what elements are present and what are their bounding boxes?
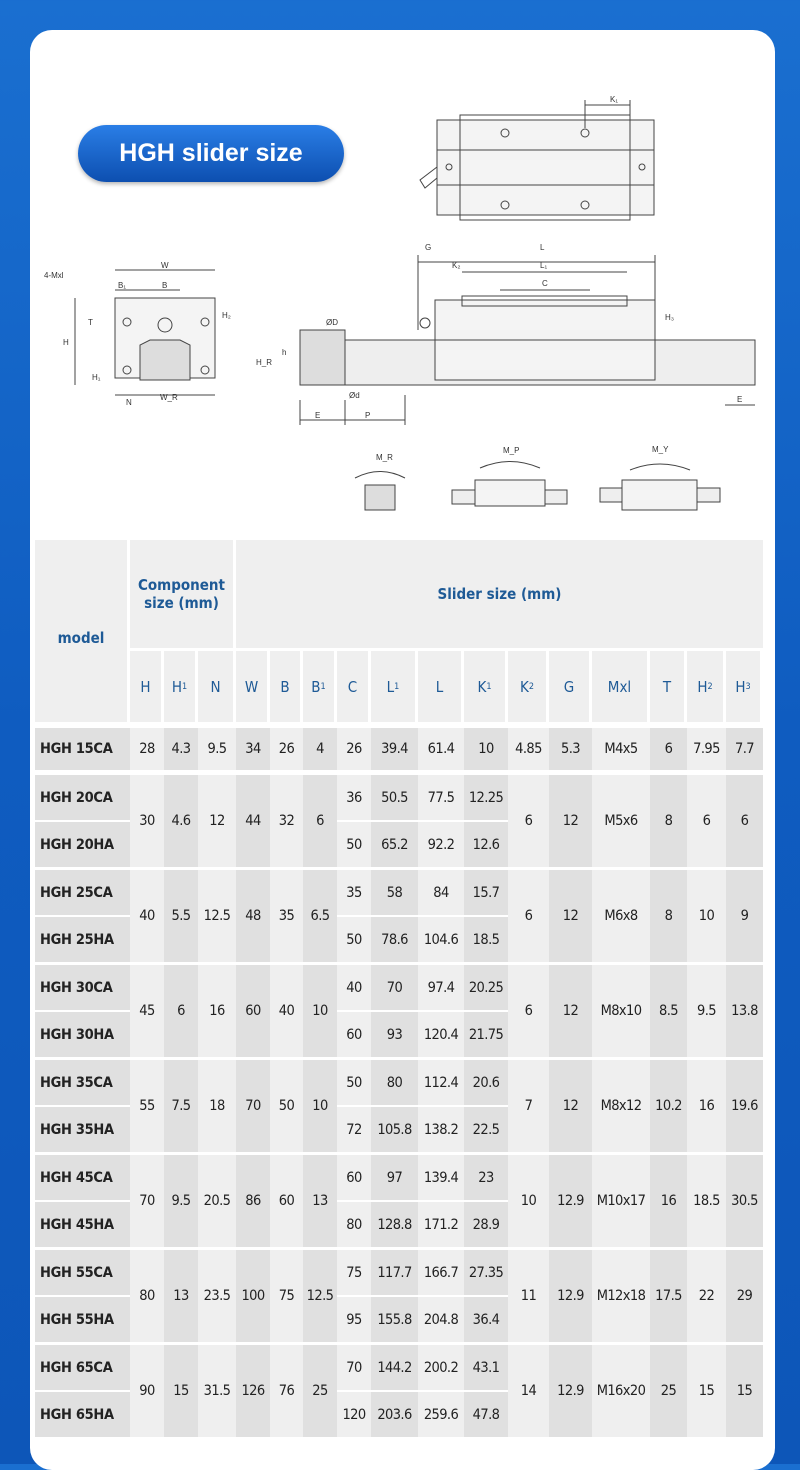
column-header-N: N: [198, 651, 233, 722]
value-cell: 97.4: [418, 965, 464, 1010]
label-C: C: [542, 279, 548, 288]
value-cell: 171.2: [418, 1202, 464, 1247]
value-cell: 203.6: [371, 1392, 418, 1437]
value-cell: 20.5: [198, 1155, 236, 1247]
value-cell: 34: [236, 728, 270, 770]
value-cell: 8: [650, 775, 687, 867]
value-cell: 12.5: [198, 870, 236, 962]
value-cell: 16: [687, 1060, 726, 1152]
value-cell: 12: [549, 775, 592, 867]
value-cell: 36: [337, 775, 371, 820]
value-cell: 16: [650, 1155, 687, 1247]
column-header-H3: H 3: [726, 651, 760, 722]
label-H: H: [63, 338, 69, 347]
value-cell: 4.85: [508, 728, 549, 770]
value-cell: 6: [726, 775, 763, 867]
value-cell: 166.7: [418, 1250, 464, 1295]
value-cell: 6: [508, 870, 549, 962]
value-cell: M10x17: [592, 1155, 650, 1247]
value-cell: 7.5: [164, 1060, 198, 1152]
value-cell: 15.7: [464, 870, 508, 915]
model-cell: HGH 15CA: [35, 728, 130, 770]
value-cell: 12.9: [549, 1155, 592, 1247]
value-cell: 50: [270, 1060, 303, 1152]
value-cell: 7.95: [687, 728, 726, 770]
label-E: E: [315, 411, 321, 420]
value-cell: 84: [418, 870, 464, 915]
value-cell: 126: [236, 1345, 270, 1437]
value-cell: 80: [130, 1250, 164, 1342]
column-header-H: H: [130, 651, 161, 722]
value-cell: 11: [508, 1250, 549, 1342]
value-cell: 12: [549, 965, 592, 1057]
model-cell: HGH 20HA: [35, 822, 130, 867]
value-cell: 6: [164, 965, 198, 1057]
value-cell: 128.8: [371, 1202, 418, 1247]
label-L: L: [540, 243, 545, 252]
value-cell: 9.5: [164, 1155, 198, 1247]
column-header-T: T: [650, 651, 684, 722]
value-cell: 70: [337, 1345, 371, 1390]
value-cell: 13: [164, 1250, 198, 1342]
value-cell: 65.2: [371, 822, 418, 867]
value-cell: 40: [337, 965, 371, 1010]
value-cell: 12.9: [549, 1345, 592, 1437]
model-cell: HGH 30HA: [35, 1012, 130, 1057]
value-cell: 5.5: [164, 870, 198, 962]
value-cell: 23: [464, 1155, 508, 1200]
value-cell: 35: [270, 870, 303, 962]
value-cell: 28.9: [464, 1202, 508, 1247]
value-cell: 43.1: [464, 1345, 508, 1390]
column-header-W: W: [236, 651, 267, 722]
column-header-K2: K 2: [508, 651, 546, 722]
column-header-H1: H 1: [164, 651, 195, 722]
value-cell: 75: [270, 1250, 303, 1342]
value-cell: 30.5: [726, 1155, 763, 1247]
value-cell: 12.6: [464, 822, 508, 867]
value-cell: 12: [549, 1060, 592, 1152]
value-cell: 45: [130, 965, 164, 1057]
value-cell: 27.35: [464, 1250, 508, 1295]
label-L1: L₁: [540, 261, 548, 270]
value-cell: 10: [508, 1155, 549, 1247]
label-B1: B₁: [118, 281, 127, 290]
value-cell: 4: [303, 728, 337, 770]
value-cell: 7: [508, 1060, 549, 1152]
value-cell: 23.5: [198, 1250, 236, 1342]
value-cell: 72: [337, 1107, 371, 1152]
value-cell: 29: [726, 1250, 763, 1342]
label-N: N: [126, 398, 132, 407]
model-cell: HGH 65HA: [35, 1392, 130, 1437]
model-cell: HGH 35HA: [35, 1107, 130, 1152]
value-cell: 97: [371, 1155, 418, 1200]
value-cell: 6: [687, 775, 726, 867]
value-cell: 55: [130, 1060, 164, 1152]
value-cell: 6: [508, 775, 549, 867]
value-cell: 6: [650, 728, 687, 770]
value-cell: 60: [337, 1012, 371, 1057]
value-cell: 40: [130, 870, 164, 962]
value-cell: 12.9: [549, 1250, 592, 1342]
label-K2: K₂: [452, 261, 461, 270]
value-cell: 70: [130, 1155, 164, 1247]
value-cell: 86: [236, 1155, 270, 1247]
value-cell: 60: [236, 965, 270, 1057]
column-header-B: B: [270, 651, 300, 722]
value-cell: 95: [337, 1297, 371, 1342]
value-cell: 30: [130, 775, 164, 867]
model-cell: HGH 20CA: [35, 775, 130, 820]
value-cell: M5x6: [592, 775, 650, 867]
value-cell: 90: [130, 1345, 164, 1437]
value-cell: 75: [337, 1250, 371, 1295]
value-cell: 7.7: [726, 728, 763, 770]
component-size-header: Component size (mm): [130, 540, 233, 648]
value-cell: 17.5: [650, 1250, 687, 1342]
value-cell: 9.5: [198, 728, 236, 770]
value-cell: 36.4: [464, 1297, 508, 1342]
value-cell: 77.5: [418, 775, 464, 820]
value-cell: 138.2: [418, 1107, 464, 1152]
label-h: h: [282, 348, 287, 357]
value-cell: 58: [371, 870, 418, 915]
value-cell: 120.4: [418, 1012, 464, 1057]
label-WR: W_R: [160, 393, 178, 402]
label-H2: H₂: [222, 311, 231, 320]
value-cell: 22.5: [464, 1107, 508, 1152]
model-cell: HGH 25HA: [35, 917, 130, 962]
value-cell: 10: [464, 728, 508, 770]
label-H1: H₁: [92, 373, 101, 382]
model-cell: HGH 45HA: [35, 1202, 130, 1247]
value-cell: 20.25: [464, 965, 508, 1010]
value-cell: 4.3: [164, 728, 198, 770]
label-mxl: 4-Mxl: [44, 271, 64, 280]
model-cell: HGH 25CA: [35, 870, 130, 915]
value-cell: 61.4: [418, 728, 464, 770]
value-cell: 92.2: [418, 822, 464, 867]
label-HR: H_R: [256, 358, 273, 367]
value-cell: 117.7: [371, 1250, 418, 1295]
value-cell: 14: [508, 1345, 549, 1437]
value-cell: 6: [303, 775, 337, 867]
value-cell: 44: [236, 775, 270, 867]
value-cell: 50: [337, 822, 371, 867]
value-cell: 19.6: [726, 1060, 763, 1152]
value-cell: 35: [337, 870, 371, 915]
value-cell: 200.2: [418, 1345, 464, 1390]
value-cell: 50: [337, 1060, 371, 1105]
label-MP: M_P: [503, 446, 520, 455]
label-MY: M_Y: [652, 445, 669, 454]
value-cell: 10.2: [650, 1060, 687, 1152]
value-cell: 15: [164, 1345, 198, 1437]
technical-drawing: [0, 0, 800, 530]
value-cell: 39.4: [371, 728, 418, 770]
slider-size-header: Slider size (mm): [236, 540, 763, 648]
value-cell: 120: [337, 1392, 371, 1437]
value-cell: 25: [650, 1345, 687, 1437]
value-cell: 48: [236, 870, 270, 962]
value-cell: 70: [236, 1060, 270, 1152]
value-cell: 22: [687, 1250, 726, 1342]
model-cell: HGH 45CA: [35, 1155, 130, 1200]
value-cell: 105.8: [371, 1107, 418, 1152]
value-cell: 5.3: [549, 728, 592, 770]
value-cell: 4.6: [164, 775, 198, 867]
value-cell: M12x18: [592, 1250, 650, 1342]
value-cell: 13.8: [726, 965, 763, 1057]
value-cell: 40: [270, 965, 303, 1057]
label-K1: K₁: [610, 95, 619, 104]
column-header-B1: B 1: [303, 651, 334, 722]
value-cell: 18: [198, 1060, 236, 1152]
label-E-right: E: [737, 395, 743, 404]
value-cell: 8.5: [650, 965, 687, 1057]
value-cell: 10: [687, 870, 726, 962]
model-header: model: [35, 540, 127, 722]
value-cell: 6.5: [303, 870, 337, 962]
model-cell: HGH 35CA: [35, 1060, 130, 1105]
value-cell: M6x8: [592, 870, 650, 962]
value-cell: 12: [549, 870, 592, 962]
column-header-Mxl: Mxl: [592, 651, 647, 722]
value-cell: 15: [726, 1345, 763, 1437]
value-cell: 10: [303, 965, 337, 1057]
value-cell: 70: [371, 965, 418, 1010]
value-cell: 93: [371, 1012, 418, 1057]
title-text: HGH slider size: [119, 139, 303, 167]
label-T: T: [88, 318, 93, 327]
value-cell: M8x10: [592, 965, 650, 1057]
value-cell: 155.8: [371, 1297, 418, 1342]
value-cell: 100: [236, 1250, 270, 1342]
value-cell: 26: [270, 728, 303, 770]
value-cell: M8x12: [592, 1060, 650, 1152]
value-cell: 60: [270, 1155, 303, 1247]
value-cell: 6: [508, 965, 549, 1057]
value-cell: 21.75: [464, 1012, 508, 1057]
model-cell: HGH 65CA: [35, 1345, 130, 1390]
value-cell: 16: [198, 965, 236, 1057]
label-P: P: [365, 411, 371, 420]
value-cell: 15: [687, 1345, 726, 1437]
label-W: W: [161, 261, 169, 270]
value-cell: 18.5: [687, 1155, 726, 1247]
value-cell: 10: [303, 1060, 337, 1152]
column-header-G: G: [549, 651, 589, 722]
value-cell: 25: [303, 1345, 337, 1437]
value-cell: 32: [270, 775, 303, 867]
value-cell: 139.4: [418, 1155, 464, 1200]
value-cell: 47.8: [464, 1392, 508, 1437]
value-cell: 80: [337, 1202, 371, 1247]
label-G: G: [425, 243, 432, 252]
value-cell: 26: [337, 728, 371, 770]
value-cell: 9: [726, 870, 763, 962]
value-cell: 50.5: [371, 775, 418, 820]
column-header-L: L: [418, 651, 461, 722]
value-cell: M16x20: [592, 1345, 650, 1437]
label-MR: M_R: [376, 453, 393, 462]
column-header-H2: H 2: [687, 651, 723, 722]
value-cell: 12.25: [464, 775, 508, 820]
value-cell: 50: [337, 917, 371, 962]
value-cell: 13: [303, 1155, 337, 1247]
value-cell: 144.2: [371, 1345, 418, 1390]
value-cell: 112.4: [418, 1060, 464, 1105]
label-H3: H₃: [665, 313, 675, 322]
value-cell: 204.8: [418, 1297, 464, 1342]
label-B: B: [162, 281, 168, 290]
value-cell: 8: [650, 870, 687, 962]
model-cell: HGH 55HA: [35, 1297, 130, 1342]
value-cell: 80: [371, 1060, 418, 1105]
label-OD: ØD: [326, 318, 338, 327]
value-cell: 104.6: [418, 917, 464, 962]
value-cell: 12.5: [303, 1250, 337, 1342]
value-cell: 76: [270, 1345, 303, 1437]
value-cell: 259.6: [418, 1392, 464, 1437]
value-cell: M4x5: [592, 728, 650, 770]
value-cell: 20.6: [464, 1060, 508, 1105]
label-od: Ød: [349, 391, 360, 400]
model-cell: HGH 55CA: [35, 1250, 130, 1295]
value-cell: 12: [198, 775, 236, 867]
value-cell: 78.6: [371, 917, 418, 962]
value-cell: 9.5: [687, 965, 726, 1057]
column-header-L1: L 1: [371, 651, 415, 722]
value-cell: 31.5: [198, 1345, 236, 1437]
column-header-K1: K 1: [464, 651, 505, 722]
value-cell: 28: [130, 728, 164, 770]
value-cell: 18.5: [464, 917, 508, 962]
value-cell: 60: [337, 1155, 371, 1200]
model-cell: HGH 30CA: [35, 965, 130, 1010]
column-header-C: C: [337, 651, 368, 722]
